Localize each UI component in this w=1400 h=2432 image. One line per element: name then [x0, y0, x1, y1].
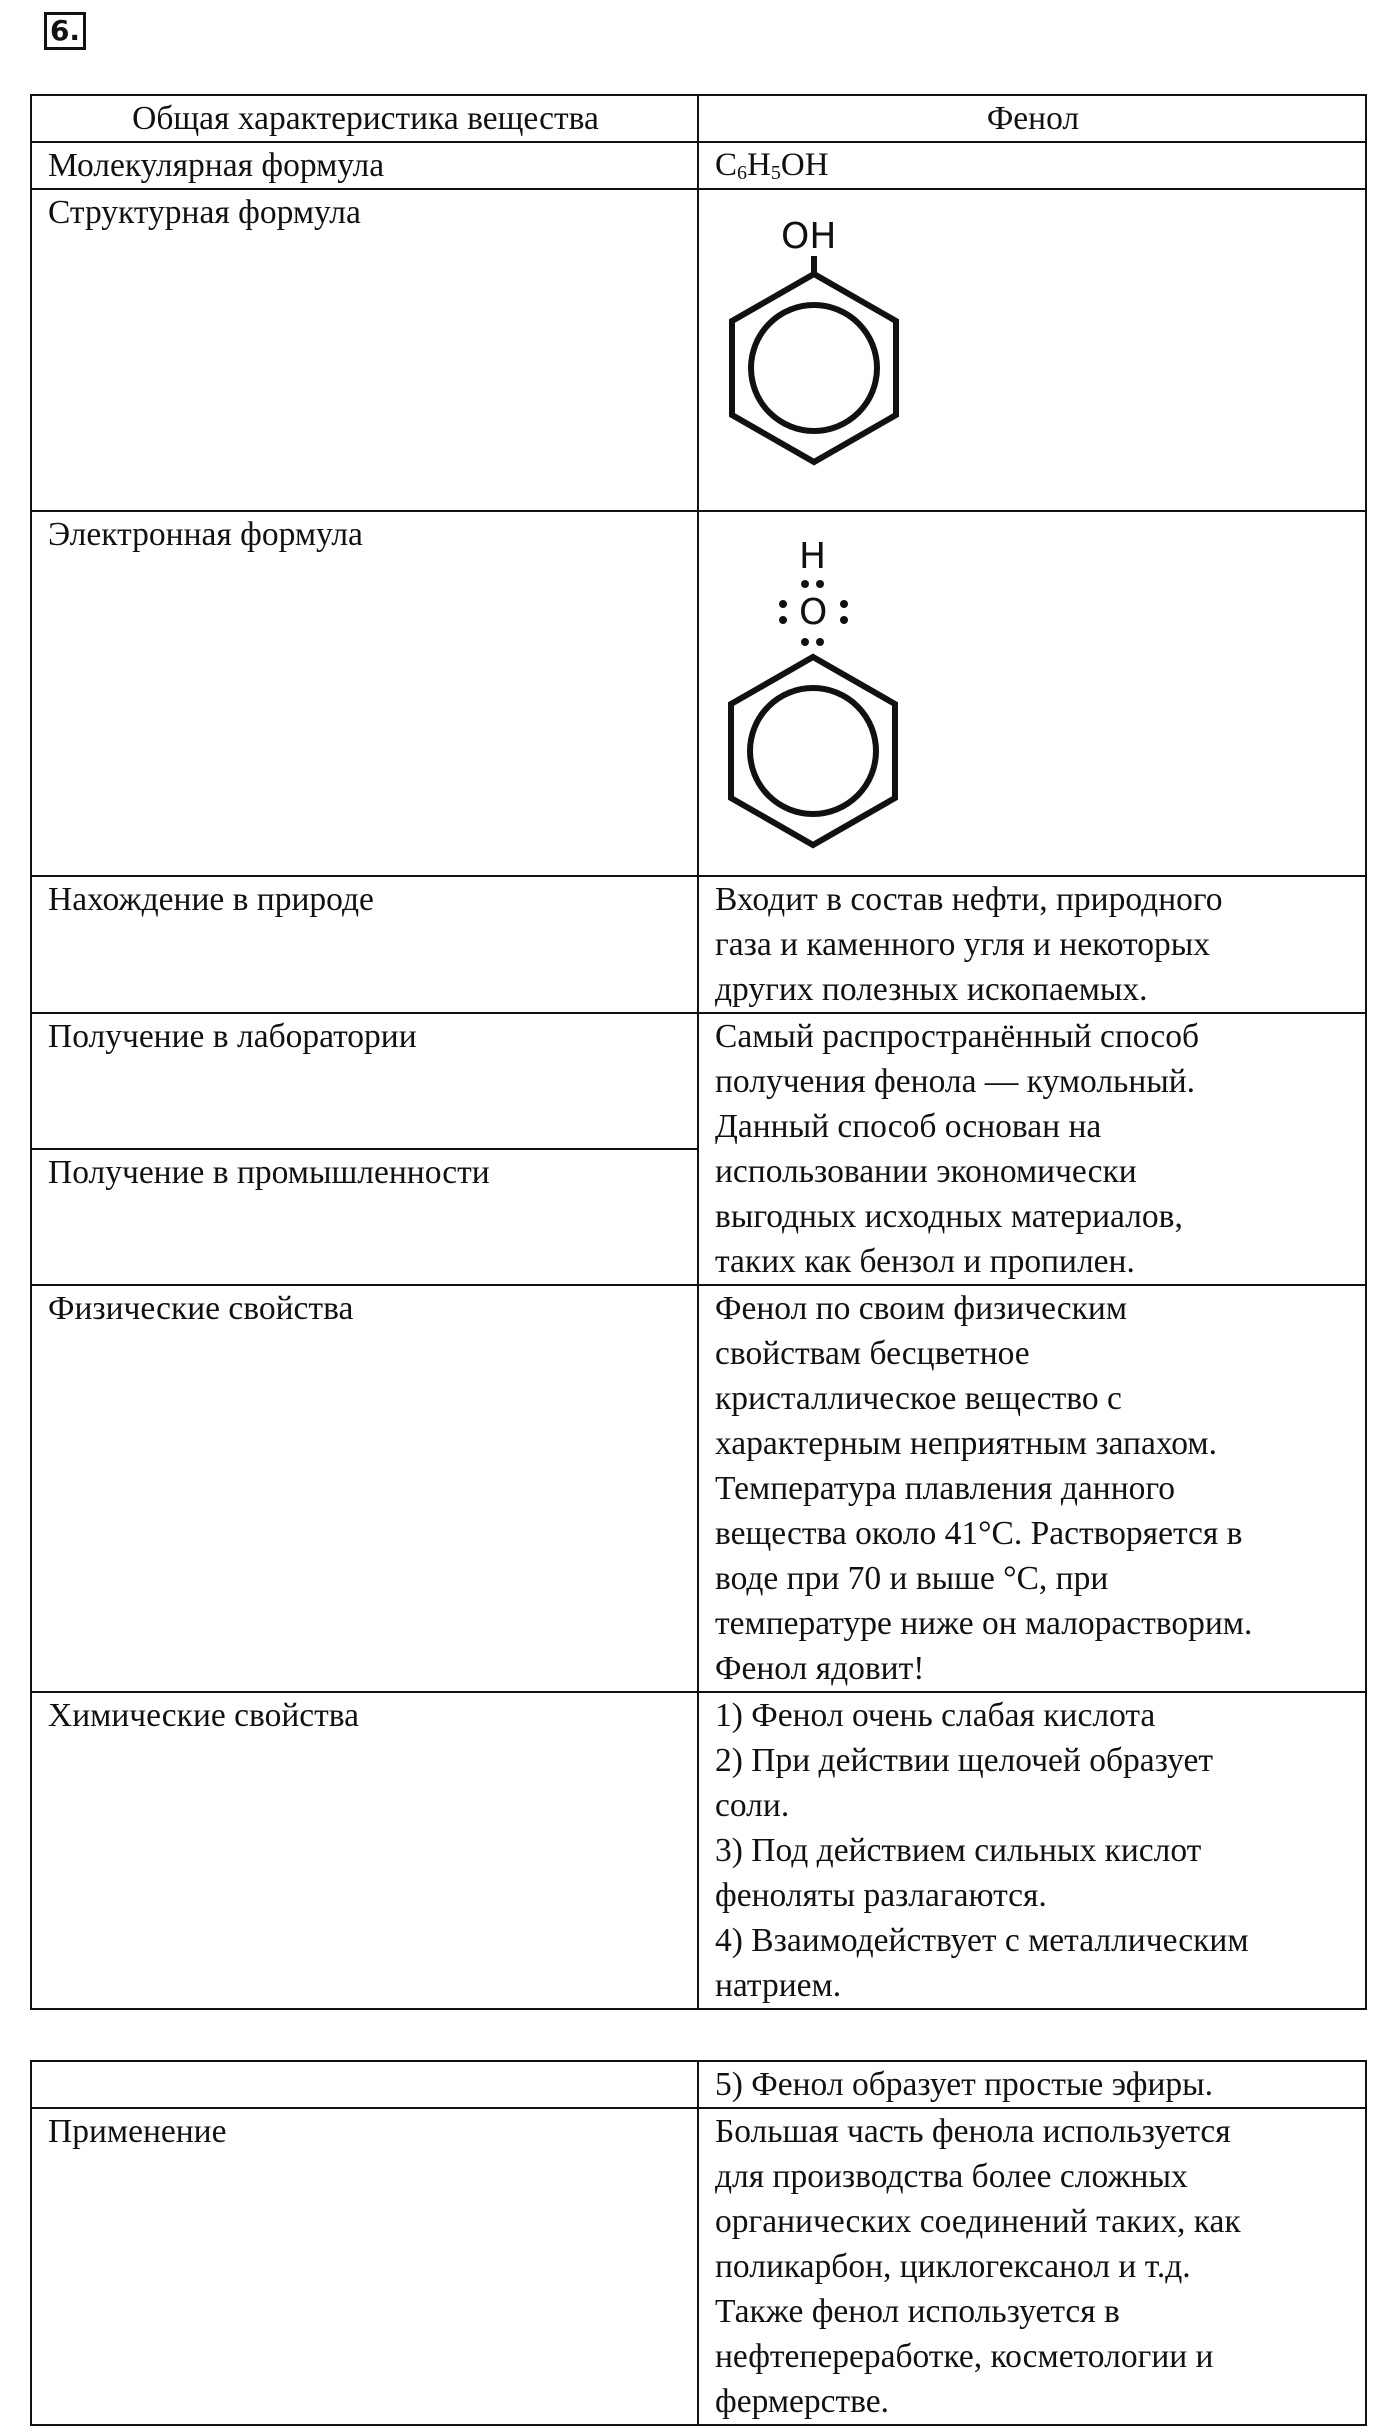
header-characteristic: Общая характеристика вещества — [31, 95, 698, 142]
electron-dot — [801, 580, 809, 588]
electronic-formula-cell — [698, 511, 1366, 876]
electron-dot — [816, 638, 824, 646]
row-application — [31, 2108, 1366, 2425]
aromatic-circle — [751, 305, 877, 431]
electron-dot — [801, 638, 809, 646]
row-lab-synthesis — [31, 1013, 1366, 1149]
row-physical-properties — [31, 1285, 1366, 1692]
empty-label-cell — [31, 2061, 698, 2108]
row-structural-formula — [31, 189, 1366, 511]
benzene-ring-diagram — [699, 190, 999, 510]
label-occurrence: Нахождение в природе — [31, 876, 698, 1013]
label-lab-synthesis: Получение в лаборатории — [31, 1013, 698, 1149]
header-phenol: Фенол — [698, 95, 1366, 142]
label-electronic-formula: Электронная формула — [31, 511, 698, 876]
header-row — [31, 95, 1366, 142]
row-electronic-formula — [31, 511, 1366, 876]
electron-dot — [840, 616, 848, 624]
label-structural-formula: Структурная формула — [31, 189, 698, 511]
chemical-properties-text: 1) Фенол очень слабая кислота 2) При действии щелочей образует соли. 3) Под действием сильных кислот феноляты разлагаются. 4) Взаимодействует с металлическим натрием. — [698, 1692, 1366, 2009]
label-industrial-synthesis: Получение в промышленности — [31, 1149, 698, 1285]
oxygen-symbol: O — [799, 592, 828, 633]
label-physical-properties: Физические свойства — [31, 1285, 698, 1692]
hydrogen-symbol: H — [799, 536, 827, 577]
label-chemical-properties: Химические свойства — [31, 1692, 698, 2009]
aromatic-circle — [750, 688, 876, 814]
structural-formula-cell — [698, 189, 1366, 511]
electron-dot — [779, 600, 787, 608]
label-application: Применение — [31, 2108, 698, 2425]
occurrence-text: Входит в состав нефти, природного газа и каменного угля и некоторых других полезных ископаемых. — [698, 876, 1366, 1013]
phenol-table-continued — [30, 2060, 1367, 2426]
row-molecular-formula — [31, 142, 1366, 189]
electron-dot-diagram — [699, 512, 999, 872]
chemical-properties-cont-text: 5) Фенол образует простые эфиры. — [698, 2061, 1366, 2108]
label-molecular-formula: Молекулярная формула — [31, 142, 698, 189]
molecular-formula: $C_6H_5OH$ — [698, 142, 1366, 189]
electron-dot — [816, 580, 824, 588]
row-chemical-properties — [31, 1692, 1366, 2009]
phenol-table — [30, 94, 1367, 2010]
row-chemical-properties-cont — [31, 2061, 1366, 2108]
physical-properties-text: Фенол по своим физическим свойствам бесцветное кристаллическое вещество с характерным неприятным запахом. Температура плавления данного вещества около 41°С. Растворяется в воде при 70 и выше °С, при температуре ниже он малорастворим. Фенол ядовит! — [698, 1285, 1366, 1692]
task-number: 6. — [44, 12, 86, 50]
oh-group-label: OH — [781, 216, 837, 257]
synthesis-text: Самый распространённый способ получения фенола — кумольный. Данный способ основан на использовании экономически выгодных исходных материалов, таких как бензол и пропилен. — [698, 1013, 1366, 1285]
electron-dot — [779, 616, 787, 624]
row-occurrence — [31, 876, 1366, 1013]
application-text: Большая часть фенола используется для производства более сложных органических соединений таких, как поликарбон, циклогексанол и т.д. Также фенол используется в нефтепереработке, косметологии и фермерстве. — [698, 2108, 1366, 2425]
electron-dot — [840, 600, 848, 608]
